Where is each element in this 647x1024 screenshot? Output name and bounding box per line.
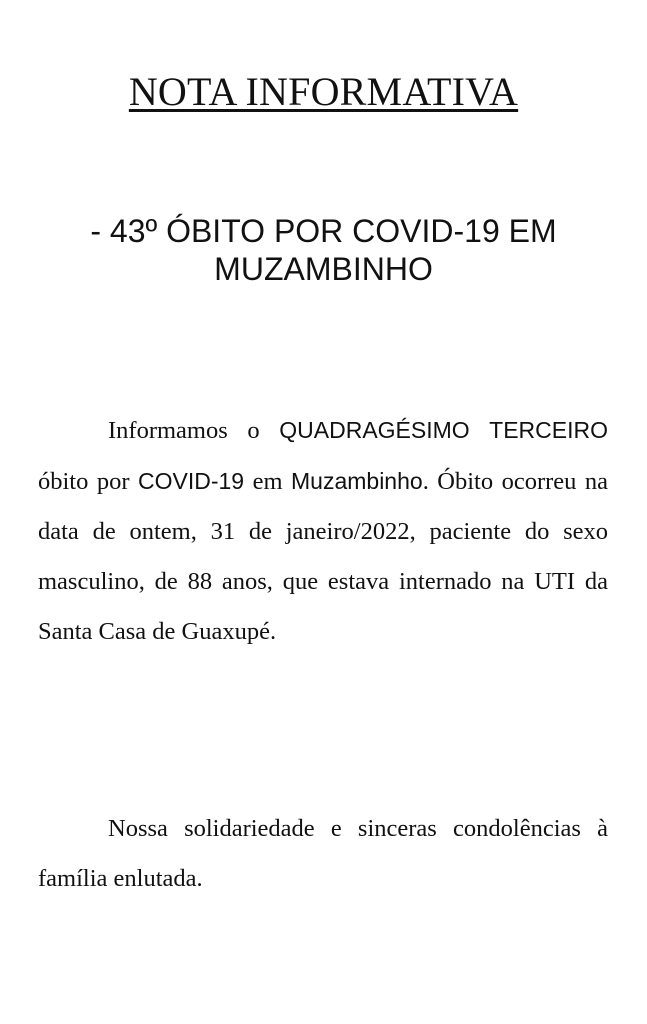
- disease-name: COVID-19: [138, 468, 245, 494]
- announcement-paragraph: [38, 405, 608, 657]
- paragraph-lead: Informamos o: [108, 417, 280, 444]
- paragraph-connector: em: [244, 468, 291, 495]
- paragraph-middle: óbito por: [38, 468, 138, 495]
- city-name: Muzambinho: [291, 468, 423, 494]
- condolences-paragraph: [38, 804, 608, 904]
- page-title: NOTA INFORMATIVA: [128, 69, 519, 114]
- page-subtitle: - 43º ÓBITO POR COVID-19 EM MUZAMBINHO: [90, 213, 557, 287]
- death-ordinal: QUADRAGÉSIMO TERCEIRO: [279, 417, 608, 443]
- paragraph-rest: . Óbito ocorreu na data de ontem, 31 de janeiro/2022, paciente do sexo masculino, de 88 anos, que estava internado na UTI da Santa Casa de Guaxupé.: [38, 468, 609, 645]
- condolences-text: Nossa solidariedade e sinceras condolências à família enlutada.: [38, 815, 608, 892]
